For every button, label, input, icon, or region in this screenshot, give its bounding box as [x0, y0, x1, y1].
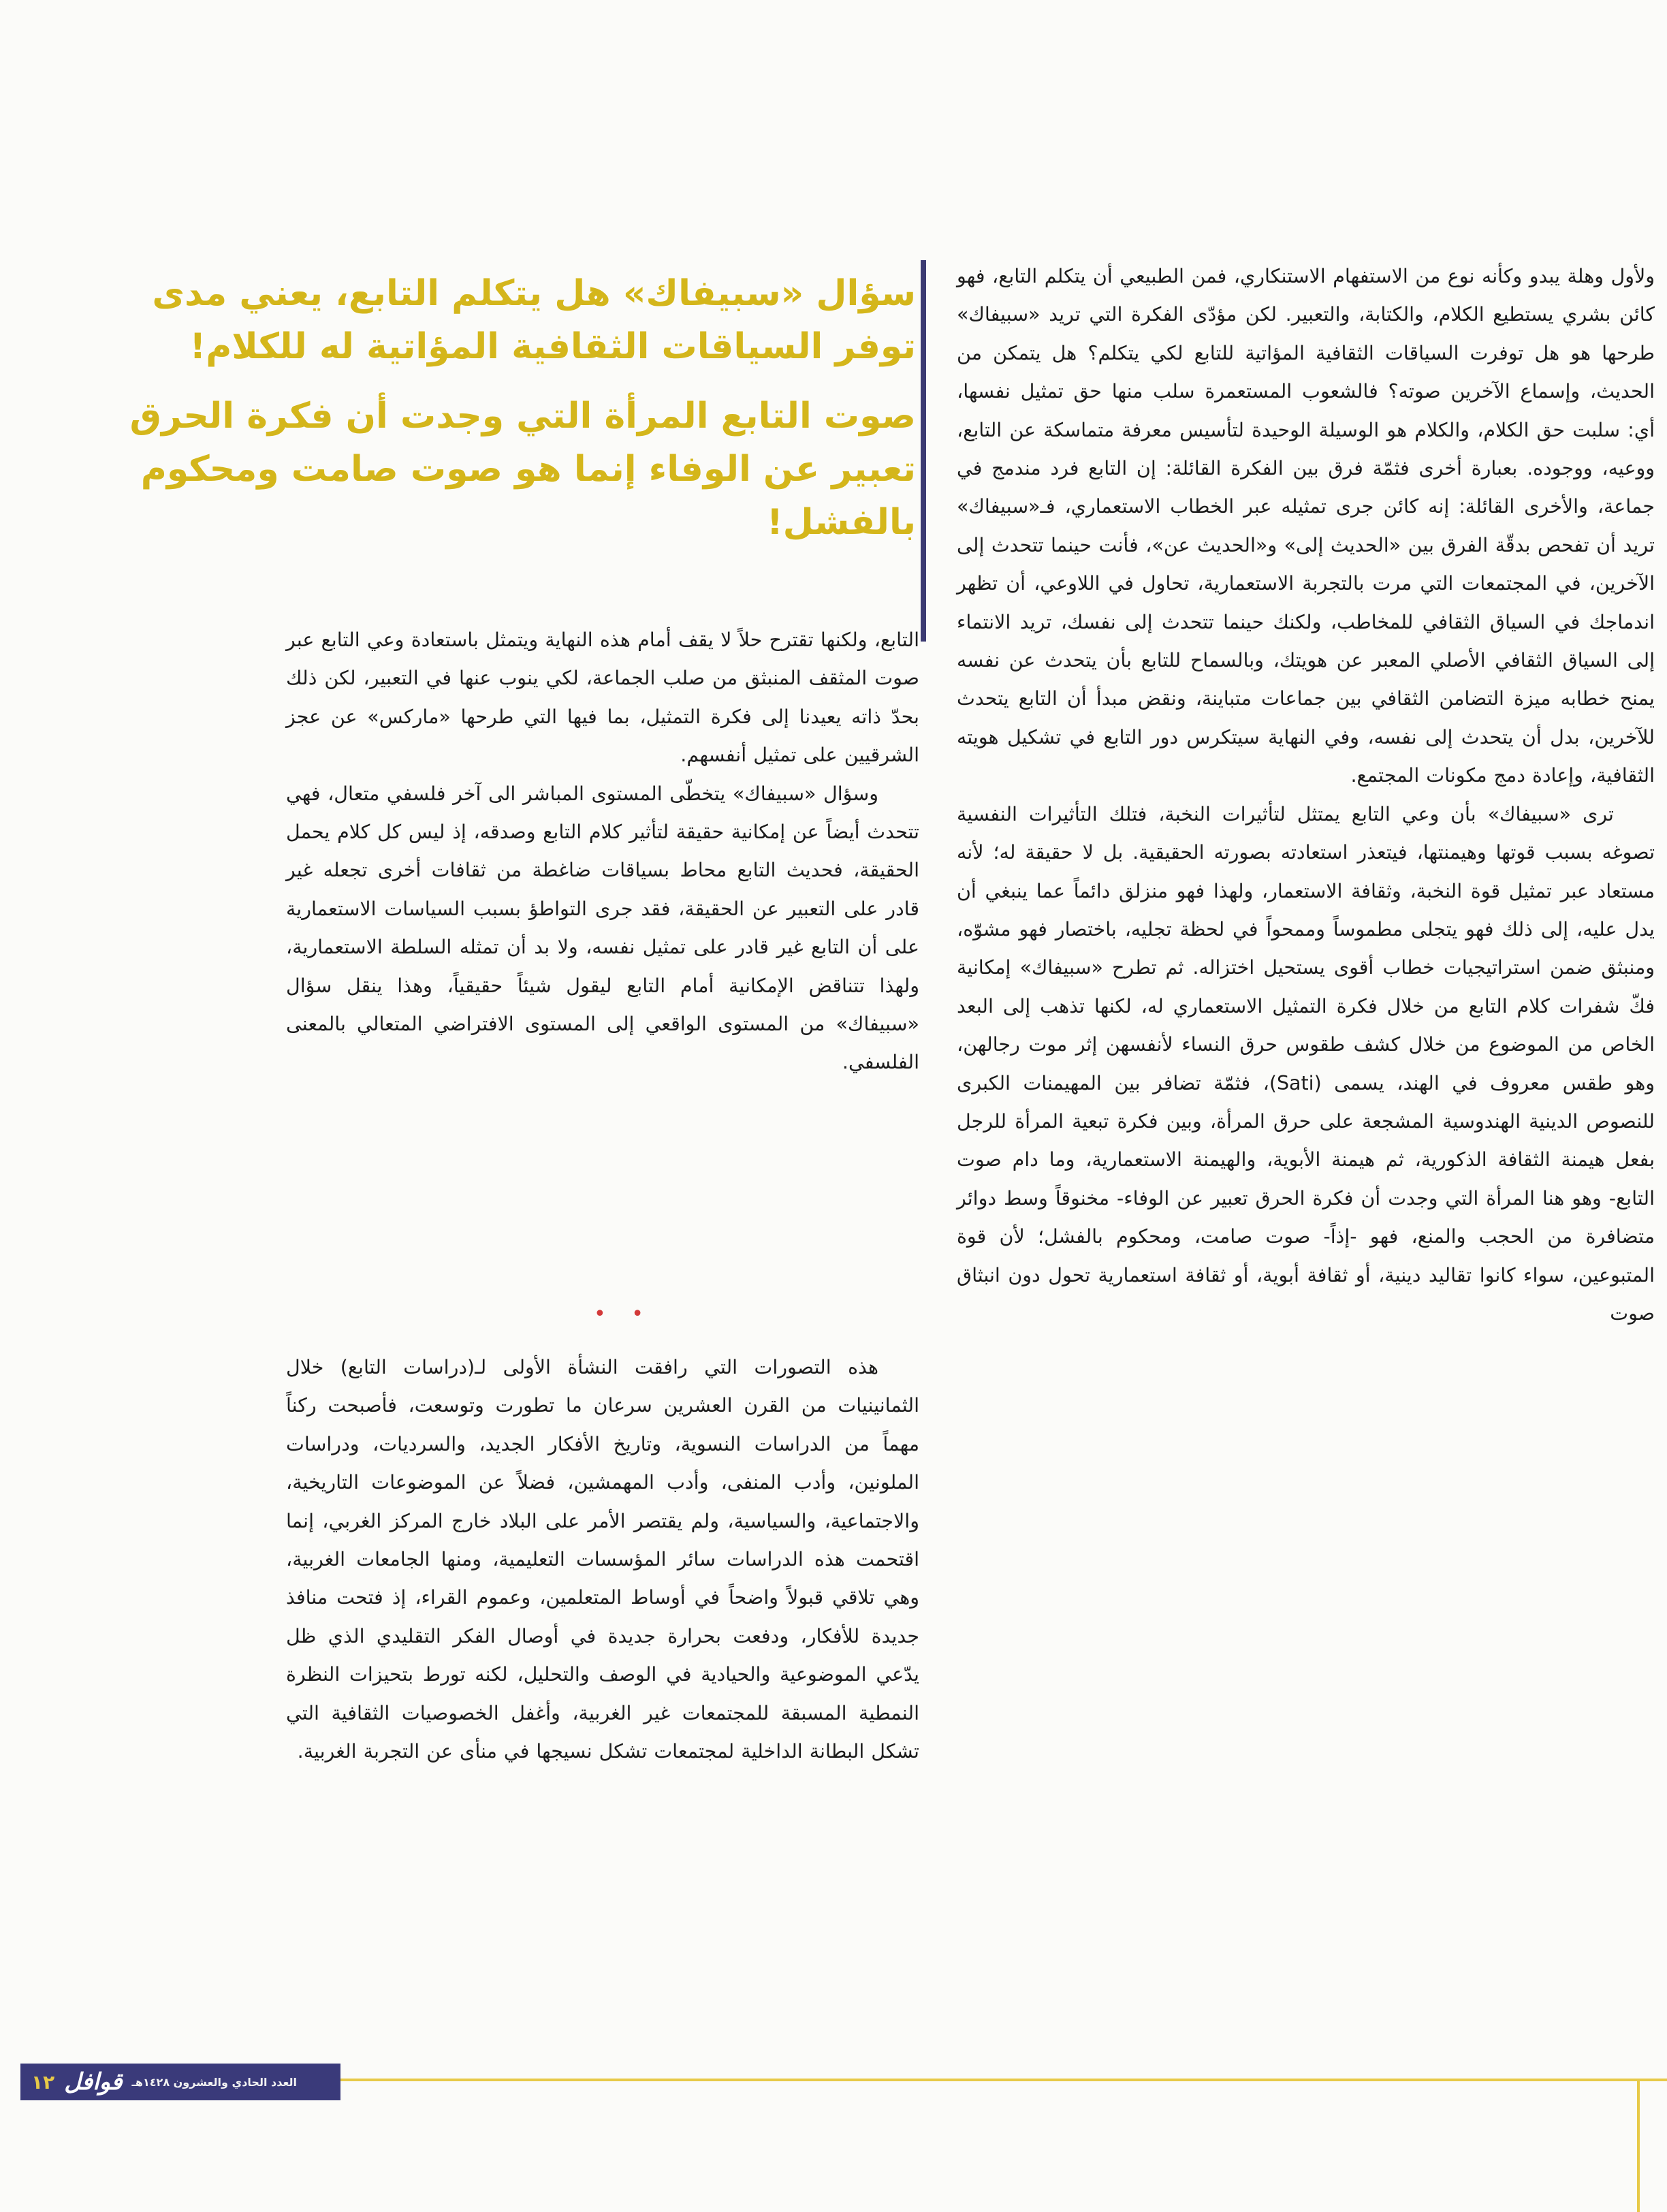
page-number: ١٢ [31, 2070, 55, 2094]
pull-quote-accent-bar [921, 260, 926, 642]
pull-quote-block [68, 267, 916, 565]
issue-label: العدد الحادي والعشرون ١٤٢٨هـ [131, 2075, 297, 2089]
right-column [957, 257, 1655, 1333]
left-paragraph-3: هذه التصورات التي رافقت النشأة الأولى لـ(دراسات التابع) خلال الثمانينيات من القرن العشرين سرعان ما تطورت وتوسعت، فأصبحت ركناً مهماً من الدراسات النسوية، وتاريخ الأفكار الجديد، والسرديات، ودراسات الملونين، وأدب المنفى، وأدب المهمشين، فضلاً عن الموضوعات التاريخية، والاجتماعية، والسياسية، ولم يقتصر الأمر على البلاد خارج المركز الغربي، إنما اقتحمت هذه الدراسات سائر المؤسسات التعليمية، ومنها الجامعات الغربية، وهي تلاقي قبولاً واضحاً في أوساط المتعلمين، وعموم القراء، إذ فتحت منافذ جديدة للأفكار، ودفعت بحرارة جديدة في أوصال الفكر التقليدي الذي ظل يدّعي الموضوعية والحيادية في الوصف والتحليل، لكنه تورط بتحيزات النظرة النمطية المسبقة للمجتمعات غير الغربية، وأغفل الخصوصيات الثقافية التي تشكل البطانة الداخلية لمجتمعات تشكل نسيجها في منأى عن التجربة الغربية. [286, 1356, 919, 1763]
right-paragraph-2: ترى «سبيفاك» بأن وعي التابع يمتثل لتأثيرات النخبة، فتلك التأثيرات النفسية تصوغه بسبب قوتها وهيمنتها، فيتعذر استعادته بصورته الحقيقية. بل لا حقيقة له؛ لأنه مستعاد عبر تمثيل قوة النخبة، وثقافة الاستعمار، ولهذا فهو منزلق دائماً عما ينبغي أن يدل عليه، إلى ذلك فهو يتجلى مطموساً وممحواً في لحظة تجليه، باختصار فهو مشوّه، ومنبثق ضمن استراتيجيات خطاب أقوى يستحيل اختزاله. ثم تطرح «سبيفاك» إمكانية فكّ شفرات كلام التابع من خلال فكرة التمثيل الاستعماري له، لكنها تذهب إلى البعد الخاص من الموضوع من خلال كشف طقوس حرق النساء لأنفسهن إثر موت رجالهن، وهو طقس معروف في الهند، يسمى (Sati)، فثمّة تضافر بين المهيمنات الكبرى للنصوص الدينية الهندوسية المشجعة على حرق المرأة، وبين فكرة تبعية المرأة للرجل بفعل هيمنة الثقافة الذكورية، ثم هيمنة الأبوية، والهيمنة الاستعمارية، وما دام صوت التابع- وهو هنا المرأة التي وجدت أن فكرة الحرق تعبير عن الوفاء- مخنوقاً وسط دوائر متضافرة من الحجب والمنع، فهو -إذاً- صوت صامت، ومحكوم بالفشل؛ لأن قوة المتبوعين، سواء كانوا تقاليد دينية، أو ثقافة أبوية، أو ثقافة استعمارية تحول دون انبثاق صوت [957, 802, 1655, 1325]
magazine-logo: قوافل [64, 2068, 123, 2096]
left-paragraph-2: وسؤال «سبيفاك» يتخطّى المستوى المباشر الى آخر فلسفي متعال، فهي تتحدث أيضاً عن إمكانية حقيقة لتأثير كلام التابع وصدقه، إذ ليس كل كلام يحمل الحقيقة، فحديث التابع محاط بسياقات ضاغطة من ثقافات أخرى تجعله غير قادر على التعبير عن الحقيقة، فقد جرى التواطؤ بسبب السياسات الاستعمارية على أن التابع غير قادر على تمثيل نفسه، ولا بد أن تمثله السلطة الاستعمارية، ولهذا تتناقض الإمكانية أمام التابع ليقول شيئاً حقيقياً، وهذا ينقل سؤال «سبيفاك» من المستوى الواقعي إلى المستوى الافتراضي المتعالي بالمعنى الفلسفي. [286, 782, 919, 1074]
footer-vertical-rule [1637, 2079, 1640, 2212]
left-column [286, 621, 919, 1082]
footer-badge [20, 2064, 340, 2100]
left-paragraph-1: التابع، ولكنها تقترح حلاً لا يقف أمام هذه النهاية ويتمثل باستعادة وعي التابع عبر صوت المثقف المنبثق من صلب الجماعة، لكي ينوب عنها في التعبير، لكن ذلك بحدّ ذاته يعيدنا إلى فكرة التمثيل، بما فيها التي طرحها «ماركس» عن عجز الشرقيين على تمثيل أنفسهم. [286, 629, 919, 767]
left-column-lower [286, 1348, 919, 1771]
pull-quote-1: سؤال «سبيفاك» هل يتكلم التابع، يعني مدى توفر السياقات الثقافية المؤاتية له للكلام! [152, 273, 916, 367]
pull-quote-2: صوت التابع المرأة التي وجدت أن فكرة الحرق تعبير عن الوفاء إنما هو صوت صامت ومحكوم بالفشل! [129, 396, 916, 543]
right-paragraph-1: ولأول وهلة يبدو وكأنه نوع من الاستفهام الاستنكاري، فمن الطبيعي أن يتكلم التابع، فهو كائن بشري يستطيع الكلام، والكتابة، والتعبير. لكن مؤدّى الفكرة التي تريد «سبيفاك» طرحها هو هل توفرت السياقات الثقافية المؤاتية للتابع لكي يتكلم؟ هل يتمكن من الحديث، وإسماع الآخرين صوته؟ فالشعوب المستعمرة سلب منها حق تمثيل نفسها، أي: سلبت حق الكلام، والكلام هو الوسيلة الوحيدة لتأسيس معرفة متماسكة عن التابع، ووعيه، ووجوده. بعبارة أخرى فثمّة فرق بين الفكرة القائلة: إن التابع فرد مندمج في جماعة، والأخرى القائلة: إنه كائن جرى تمثيله عبر الخطاب الاستعماري، فـ«سبيفاك» تريد أن تفحص بدقّة الفرق بين «الحديث إلى» و«الحديث عن»، فأنت حينما تتحدث إلى الآخرين، في المجتمعات التي مرت بالتجربة الاستعمارية، تحاول في اللاوعي، أن تظهر اندماجك في السياق الثقافي للمخاطب، ولكنك حينما تتحدث إلى نفسك، تريد الانتماء إلى السياق الثقافي الأصلي المعبر عن هويتك، وبالسماح للتابع بأن يتحدث عن نفسه يمنح خطابه ميزة التضامن الثقافي بين جماعات متباينة، ونقض مبدأ أن التابع يتحدث للآخرين، بدل أن يتحدث إلى نفسه، وفي النهاية سيتكرس دور التابع في تشكيل هويته الثقافية، وإعادة دمج مكونات المجتمع. [957, 265, 1655, 787]
section-separator: • • [594, 1302, 653, 1326]
